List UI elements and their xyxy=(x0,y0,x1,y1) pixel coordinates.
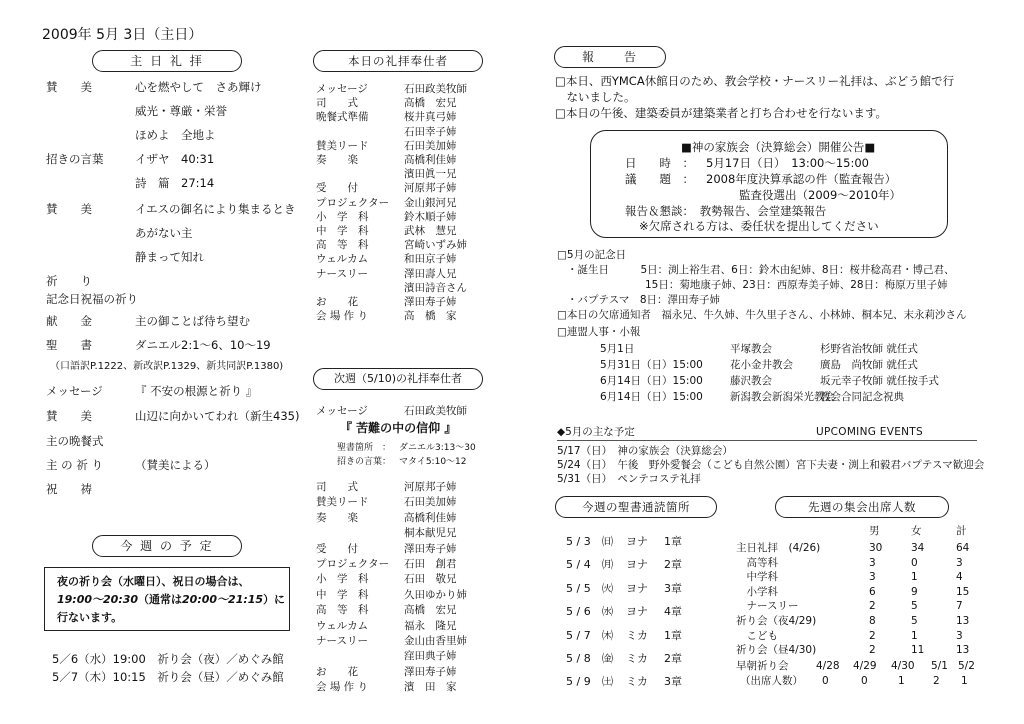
attendance-col-header: 計 xyxy=(956,525,967,537)
server-role: 会 場 作 り xyxy=(316,310,369,323)
attendance-total: 13 xyxy=(956,615,970,627)
service-label: 主 の 祈 り xyxy=(46,458,103,472)
may-plan-row: 5/24（日） 午後 野外愛餐会（こども自然公園）宮下夫妻・渕上和毅君バプテスマ歓迎会 xyxy=(557,459,985,471)
attendance-row-label: 祈り会（昼4/30) xyxy=(736,644,817,657)
attendance-total: 15 xyxy=(956,585,970,598)
bulletin-date: 2009年 5月 3日（主日） xyxy=(42,27,203,43)
attendance-heading: 先週の集会出席人数 xyxy=(775,496,949,518)
report-line: □本日、西YMCA休館日のため、教会学校・ナースリー礼拝は、ぶどう館で行 xyxy=(555,74,955,88)
server-role: お 花 xyxy=(316,665,358,678)
service-label: 主の晩餐式 xyxy=(46,434,104,448)
server-name: 石田政美牧師 xyxy=(404,405,467,417)
server-name: 和田京子姉 xyxy=(404,253,457,266)
server-name: 宮崎いずみ姉 xyxy=(404,239,467,252)
server-name: 高橋 宏兄 xyxy=(404,604,457,617)
bible-book: ヨナ xyxy=(626,558,648,572)
personnel-date: 5月1日 xyxy=(600,343,635,355)
early-prayer-count: 0 xyxy=(822,675,829,687)
personnel-detail: 廣島 尚牧師 就任式 xyxy=(820,359,918,371)
server-name: 澤田寿子姉 xyxy=(404,665,457,678)
attendance-row-label: 祈り会（夜4/29) xyxy=(736,615,817,627)
attendance-total: 13 xyxy=(956,644,970,657)
server-role: お 花 xyxy=(316,296,358,308)
service-label: 記念日祝福の祈り xyxy=(46,292,138,306)
server-role: 奏 楽 xyxy=(316,154,358,166)
server-role: 小 学 科 xyxy=(316,210,369,223)
bible-date: 5 / 8 xyxy=(566,652,591,665)
prayer-note-line2: 19:00～20:30（通常は20:00～21:15）に xyxy=(57,593,286,606)
report-heading: 報 告 xyxy=(554,46,666,68)
personnel-date: 6月14日（日）15:00 xyxy=(600,391,703,403)
server-name: 澤田壽人兄 xyxy=(404,267,457,280)
attendance-female: 5 xyxy=(911,615,918,627)
attendance-female: 1 xyxy=(911,629,918,642)
server-name: 石田政美牧師 xyxy=(404,83,467,95)
server-role: 会 場 作 り xyxy=(316,681,369,694)
server-name: 濱田詩音さん xyxy=(404,281,467,294)
prayer-note-line1: 夜の祈り会（水曜日）、祝日の場合は、 xyxy=(57,575,250,588)
server-role: ウェルカム xyxy=(316,619,369,632)
early-prayer-date: 4/30 xyxy=(891,660,915,672)
attendance-male: 2 xyxy=(869,644,876,657)
server-name: 金山銀河兄 xyxy=(404,196,457,209)
personnel-church: 花小金井教会 xyxy=(730,359,793,371)
service-label: 招きの言葉 xyxy=(46,152,104,166)
server-name: 石田 敬兄 xyxy=(404,573,457,586)
bible-date: 5 / 7 xyxy=(566,628,591,642)
server-name: 桐本献児兄 xyxy=(404,527,457,540)
prayer-regular-time: 20:00～21:15 xyxy=(182,593,264,606)
early-prayer-date: 4/28 xyxy=(816,660,840,672)
service-label: 聖 書 xyxy=(46,338,92,352)
server-role: ナースリー xyxy=(316,635,368,647)
early-prayer-count-label: （出席人数） xyxy=(740,675,803,687)
bible-weekday: ㈯ xyxy=(602,675,613,689)
anniversary-heading: □5月の記念日 xyxy=(557,249,627,261)
bible-chapter: 1章 xyxy=(664,628,682,642)
personnel-date: 6月14日（日）15:00 xyxy=(600,375,703,387)
server-name: 石田美加姉 xyxy=(404,139,457,152)
bible-book: ミカ xyxy=(626,628,648,642)
report-line: ないました。 xyxy=(555,90,636,104)
server-name: 石田幸子姉 xyxy=(404,125,457,138)
early-prayer-count: 1 xyxy=(961,675,968,687)
personnel-church: 新潟教会新潟栄光教会 xyxy=(730,391,835,403)
next-sermon-title: 『 苦難の中の信仰 』 xyxy=(340,421,457,435)
early-prayer-count: 2 xyxy=(933,675,940,687)
bible-chapter: 3章 xyxy=(664,675,682,689)
server-role: 賛美リード xyxy=(316,139,369,152)
server-role: メッセージ xyxy=(316,405,368,417)
bible-date: 5 / 9 xyxy=(566,675,591,689)
service-label: 賛 美 xyxy=(46,202,92,216)
server-name: 石田 創君 xyxy=(404,558,457,570)
server-name: 澤田寿子姉 xyxy=(404,296,457,308)
bible-book: ミカ xyxy=(626,675,648,689)
server-role: 高 等 科 xyxy=(316,239,369,252)
service-label: 献 金 xyxy=(46,314,92,328)
server-name: 高橋 宏兄 xyxy=(404,97,457,110)
service-value: （賛美による） xyxy=(135,458,216,472)
attendance-female: 34 xyxy=(911,542,925,554)
may-plan-row: 5/17（日） 神の家族会（決算総会） xyxy=(557,445,733,457)
service-value: 主の御ことば待ち望む xyxy=(135,314,250,328)
attendance-female: 0 xyxy=(911,556,918,569)
attendance-col-header: 女 xyxy=(911,525,922,537)
bible-date: 5 / 6 xyxy=(566,605,591,619)
service-value: ほめよ 全地よ xyxy=(135,128,216,142)
scripture-references: （口語訳P.1222、新改訳P.1329、新共同訳P.1380) xyxy=(50,361,284,372)
attendance-female: 9 xyxy=(911,585,918,598)
service-value: ダニエル2:1～6、10～19 xyxy=(135,338,271,352)
service-label: メッセージ xyxy=(46,384,103,398)
attendance-male: 2 xyxy=(869,629,876,642)
attendance-male: 6 xyxy=(869,585,876,598)
attendance-row-label: こども xyxy=(736,629,778,642)
bible-chapter: 4章 xyxy=(664,605,682,619)
server-role: ナースリー xyxy=(316,267,368,280)
attendance-male: 3 xyxy=(869,556,876,569)
service-value: イエスの御名により集まるとき xyxy=(135,202,296,216)
server-name: 桜井真弓姉 xyxy=(404,111,457,124)
family-meeting-notice xyxy=(590,130,948,238)
early-prayer-count: 0 xyxy=(861,675,868,687)
notice-proxy: ※欠席される方は、委任状を提出してください xyxy=(639,219,879,233)
server-name: 窪田典子姉 xyxy=(404,650,457,663)
server-role: 受 付 xyxy=(316,542,358,555)
server-role: 高 等 科 xyxy=(316,604,369,617)
attendance-female: 11 xyxy=(911,644,925,657)
bible-book: ヨナ xyxy=(626,581,648,595)
server-role: 司 式 xyxy=(316,481,358,493)
week-event: 5／6（水）19:00 祈り会（夜）／めぐみ館 xyxy=(52,652,284,666)
bible-weekday: ㈪ xyxy=(602,558,613,572)
service-label: 祈 り xyxy=(46,274,92,288)
early-prayer-date: 5/1 xyxy=(931,660,948,672)
prayer-note-line3: 行ないます。 xyxy=(57,611,123,624)
server-name: 武林 慧兄 xyxy=(404,225,457,237)
server-name: 金山由香里姉 xyxy=(404,635,467,647)
service-label: 賛 美 xyxy=(46,409,92,423)
service-value: 詩 篇 27:14 xyxy=(135,176,215,190)
attendance-row-label: 小学科 xyxy=(736,585,778,598)
next-passage: 聖書箇所 ： ダニエル3:13～30 xyxy=(337,443,476,453)
bible-chapter: 3章 xyxy=(664,581,682,595)
service-label: 祝 祷 xyxy=(46,482,92,496)
bible-date: 5 / 5 xyxy=(566,581,591,595)
attendance-total: 3 xyxy=(956,629,963,642)
early-prayer-label: 早朝祈り会 xyxy=(736,660,789,672)
notice-date: 日 時 ： 5月17日（日） 13:00～15:00 xyxy=(625,156,869,170)
early-prayer-date: 5/2 xyxy=(958,660,975,672)
server-role: プロジェクター xyxy=(316,558,390,570)
may-plans-heading: ◆5月の主な予定 xyxy=(557,426,635,438)
bible-book: ヨナ xyxy=(626,535,648,548)
server-role: 小 学 科 xyxy=(316,573,369,586)
bible-book: ミカ xyxy=(626,652,648,665)
server-role: 中 学 科 xyxy=(316,225,369,237)
service-value: イザヤ 40:31 xyxy=(135,152,215,166)
bible-reading-heading: 今週の聖書通読箇所 xyxy=(555,496,717,518)
week-event: 5／7（木）10:15 祈り会（昼）／めぐみ館 xyxy=(52,670,284,684)
server-role: 司 式 xyxy=(316,97,358,110)
bible-weekday: ㈬ xyxy=(602,605,613,619)
server-name: 河原邦子姉 xyxy=(404,182,457,195)
attendance-row-label: 高等科 xyxy=(736,556,778,569)
early-prayer-date: 4/29 xyxy=(853,660,877,672)
service-label: 賛 美 xyxy=(46,80,92,94)
personnel-church: 平塚教会 xyxy=(730,343,772,355)
attendance-male: 30 xyxy=(869,542,883,554)
notice-report: 報告＆懇談： 教勢報告、会堂建築報告 xyxy=(625,204,827,218)
bible-weekday: ㈰ xyxy=(602,535,613,548)
servers-next-heading: 次週（5/10)の礼拝奉仕者 xyxy=(313,368,483,390)
notice-title: ■神の家族会（決算総会）開催公告■ xyxy=(681,140,876,154)
bible-weekday: ㈫ xyxy=(602,581,613,595)
server-name: 澤田寿子姉 xyxy=(404,542,457,555)
service-value: 心を燃やして さあ輝け xyxy=(135,80,262,94)
personnel-church: 藤沢教会 xyxy=(730,375,772,387)
server-role: 賛美リード xyxy=(316,496,369,509)
server-name: 高橋利佳姉 xyxy=(404,511,457,524)
server-role: 受 付 xyxy=(316,182,358,195)
bible-date: 5 / 4 xyxy=(566,558,591,572)
birthday-line: ・誕生日 5日：渕上裕生君、6日：鈴木由紀姉、8日：桜井稔高君・博己君、 xyxy=(567,264,955,276)
bible-book: ヨナ xyxy=(626,605,648,619)
service-value: 威光・尊厳・栄誉 xyxy=(135,104,227,118)
week-schedule-heading: 今 週 の 予 定 xyxy=(92,535,242,557)
section-divider xyxy=(557,440,977,441)
attendance-total: 4 xyxy=(956,571,963,584)
may-plan-row: 5/31（日） ペンテコステ礼拝 xyxy=(557,473,701,485)
bible-date: 5 / 3 xyxy=(566,535,591,548)
personnel-detail: 杉野省治牧師 就任式 xyxy=(820,343,918,355)
attendance-row-label: 中学科 xyxy=(736,571,778,584)
attendance-female: 5 xyxy=(911,600,918,613)
server-role: 中 学 科 xyxy=(316,588,369,601)
birthday-line: 15日：菊地康子姉、23日：西原寿美子姉、28日：梅原万里子姉 xyxy=(645,279,948,291)
server-name: 福永 隆兄 xyxy=(404,619,457,632)
service-value: 静まって知れ xyxy=(135,250,204,264)
bible-chapter: 2章 xyxy=(664,652,682,665)
prayer-note-box xyxy=(44,567,290,631)
notice-agenda-2: 監査役選出（2009～2010年） xyxy=(739,188,902,202)
server-role: 奏 楽 xyxy=(316,511,358,524)
attendance-total: 3 xyxy=(956,556,963,569)
server-name: 河原邦子姉 xyxy=(404,481,457,493)
bible-chapter: 2章 xyxy=(664,558,682,572)
server-role: ウェルカム xyxy=(316,253,369,266)
server-name: 濱田眞一兄 xyxy=(404,168,457,181)
next-call: 招きの言葉： マタイ5:10～12 xyxy=(337,457,467,467)
attendance-total: 64 xyxy=(956,542,970,554)
server-role: メッセージ xyxy=(316,83,368,95)
attendance-row-label: 主日礼拝 (4/26) xyxy=(736,542,821,554)
service-value: 『 不安の根源と祈り 』 xyxy=(135,384,258,398)
server-name: 石田美加姉 xyxy=(404,496,457,509)
attendance-col-header: 男 xyxy=(869,525,880,537)
server-role: 晩餐式準備 xyxy=(316,111,369,124)
attendance-row-label: ナースリー xyxy=(736,600,799,613)
attendance-male: 8 xyxy=(869,615,876,627)
service-value: あがない主 xyxy=(135,226,193,240)
personnel-heading: □連盟人事・小報 xyxy=(557,326,641,338)
servers-today-heading: 本日の礼拝奉仕者 xyxy=(313,50,483,72)
server-name: 濱 田 家 xyxy=(404,681,457,694)
service-value: 山辺に向かいてわれ（新生435) xyxy=(135,409,300,423)
bible-weekday: ㈭ xyxy=(602,628,613,642)
notice-agenda: 議 題 ： 2008年度決算承認の件（監査報告） xyxy=(625,172,897,186)
server-role: プロジェクター xyxy=(316,196,390,209)
bible-weekday: ㈮ xyxy=(602,652,613,665)
prayer-special-time: 19:00～20:30 xyxy=(57,593,139,606)
attendance-male: 3 xyxy=(869,571,876,584)
personnel-detail: 教会合同記念祝典 xyxy=(820,391,904,403)
server-name: 高 橋 家 xyxy=(404,310,457,323)
baptism-line: ・バプテスマ 8日：澤田寿子姉 xyxy=(567,294,721,306)
server-name: 鈴木順子姉 xyxy=(404,210,457,223)
personnel-date: 5月31日（日）15:00 xyxy=(600,359,703,371)
attendance-total: 7 xyxy=(956,600,963,613)
server-name: 久田ゆかり姉 xyxy=(404,588,467,601)
service-heading: 主 日 礼 拝 xyxy=(92,50,242,72)
early-prayer-count: 1 xyxy=(898,675,905,687)
personnel-detail: 坂元幸子牧師 就任按手式 xyxy=(820,375,939,387)
attendance-male: 2 xyxy=(869,600,876,613)
attendance-female: 1 xyxy=(911,571,918,584)
server-name: 高橋利佳姉 xyxy=(404,154,457,166)
upcoming-events-label: UPCOMING EVENTS xyxy=(816,426,923,438)
absent-line: □本日の欠席通知者 福永兄、牛久姉、牛久里子さん、小林姉、桐本兄、末永莉沙さん xyxy=(557,309,967,321)
report-line: □本日の午後、建築委員が建築業者と打ち合わせを行ないます。 xyxy=(555,106,887,120)
bible-chapter: 1章 xyxy=(664,535,682,548)
